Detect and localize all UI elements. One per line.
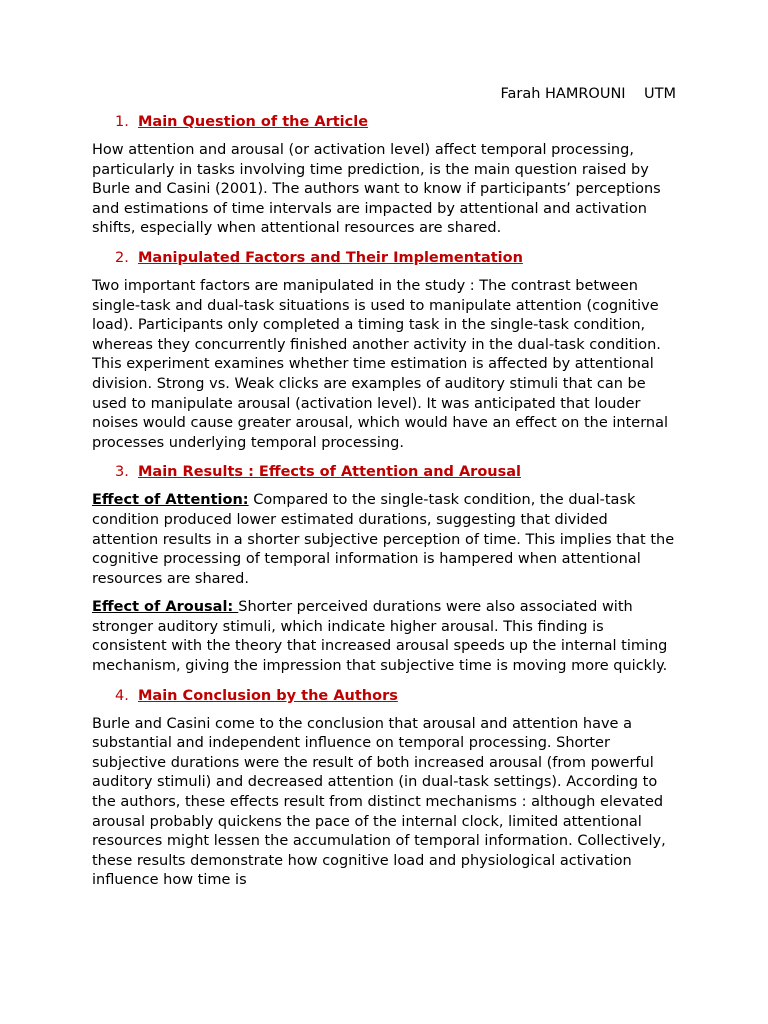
section-heading-4: [115, 686, 676, 706]
lead-effect-attention: Effect of Attention:: [92, 492, 249, 509]
section-title: Main Results : Effects of Attention and Arousal: [138, 464, 521, 481]
text-effect-attention: Compared to the single-task condition, the dual-task condition produced lower estimated durations, suggesting that divided attention results in a shorter subjective perception of time. This implies that the cognitive processing of temporal information is hampered when attentional resources are shared.: [92, 492, 675, 587]
section-number: 1.: [115, 114, 129, 130]
paragraph-main-conclusion: Burle and Casini come to the conclusion that arousal and attention have a substantial and independent influence on temporal processing. Shorter subjective durations were the result of both increased arousal (from powerful auditory stimuli) and decreased attention (in dual-task settings). According to the authors, these effects result from distinct mechanisms : although elevated arousal probably quickens the pace of the internal clock, limited attentional resources might lessen the accumulation of temporal information. Collectively, these results demonstrate how cognitive load and physiological activation influence how time is: [92, 715, 666, 889]
paragraph-main-question: How attention and arousal (or activation level) affect temporal processing, particularly in tasks involving time prediction, is the main question raised by Burle and Casini (2001). The authors want to know if participants’ perceptions and estimations of time intervals are impacted by attentional and activation shifts, especially when attentional resources are shared.: [92, 142, 661, 237]
text-effect-arousal: Shorter perceived durations were also associated with stronger auditory stimuli, which indicate higher arousal. This finding is consistent with the theory that increased arousal speeds up the internal timing mechanism, giving the impression that subjective time is moving more quickly.: [92, 599, 668, 675]
paragraph-manipulated-factors: Two important factors are manipulated in the study : The contrast between single-task and dual-task situations is used to manipulate attention (cognitive load). Participants only completed a timing task in the single-task condition, whereas they concurrently finished another activity in the dual-task condition. This experiment examines whether time estimation is affected by attentional division. Strong vs. Weak clicks are examples of auditory stimuli that can be used to manipulate arousal (activation level). It was anticipated that louder noises would cause greater arousal, which would have an effect on the internal processes underlying temporal processing.: [92, 277, 669, 451]
section-title: Main Conclusion by the Authors: [138, 687, 398, 704]
author-line: Farah HAMROUNI UTM: [500, 86, 676, 102]
section-number: 2.: [115, 249, 129, 266]
section-heading-3: [115, 462, 676, 482]
paragraph-effect-attention: [92, 491, 676, 589]
paragraph-effect-arousal: [92, 598, 676, 676]
section-title: Main Question of the Article: [138, 114, 369, 130]
section-title: Manipulated Factors and Their Implementation: [138, 249, 523, 266]
section-heading-2: [115, 248, 676, 268]
section-number: 4.: [115, 687, 129, 704]
section-number: 3.: [115, 464, 129, 481]
lead-effect-arousal: Effect of Arousal:: [92, 599, 239, 616]
section-heading-1: [115, 112, 676, 132]
